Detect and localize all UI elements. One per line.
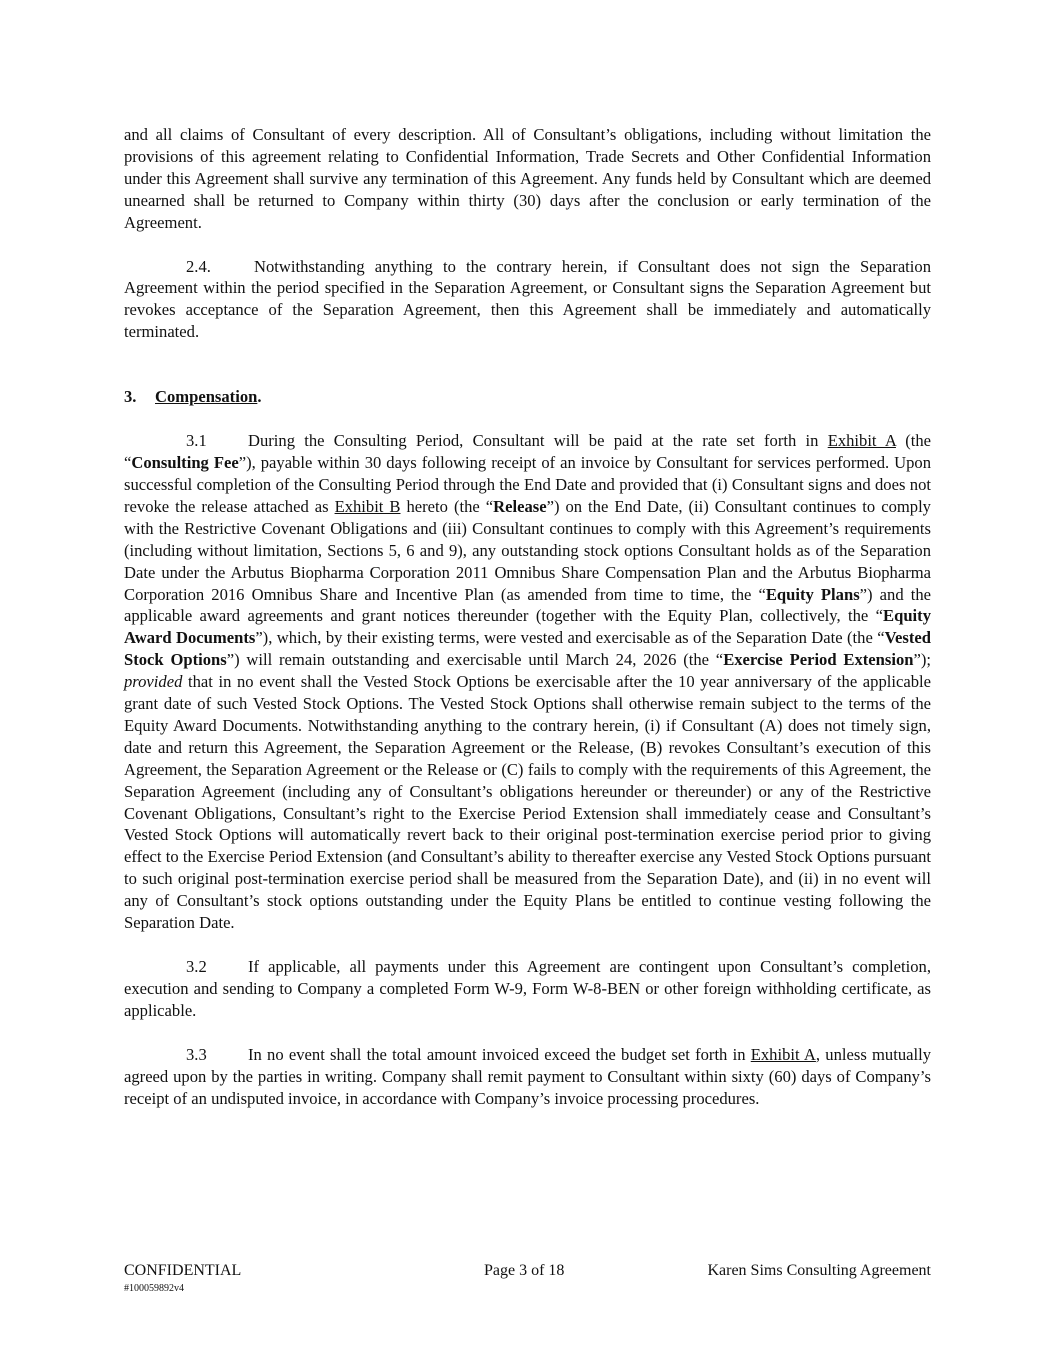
exercise-period-extension-term: Exercise Period Extension: [723, 650, 914, 670]
section-3-1-text-9: ”);: [913, 650, 931, 670]
section-3-1-text-3: ”), payable within 30 days following receipt of an invoice by Consultant for services performed. Upon successful completion of the Consulting Period through the End Date and provided that (i) Consultant signs and does not revoke the release attached as: [124, 453, 931, 516]
section-3-title: Compensation: [155, 387, 258, 407]
section-3-1-number: 3.1: [186, 431, 207, 451]
continuation-paragraph: and all claims of Consultant of every description. All of Consultant’s obligations, including without limitation the provisions of this agreement relating to Confidential Information, Trade Secrets and Other Confidential Information under this Agreement shall survive any termination of this Agreement. Any funds held by Consultant which are deemed unearned shall be returned to Company within thirty (30) days after the conclusion or early termination of the Agreement.: [124, 125, 931, 232]
section-2-4-text: Notwithstanding anything to the contrary herein, if Consultant does not sign the Separation Agreement within the period specified in the Separation Agreement, or Consultant signs the Separation Agreement but revokes acceptance of the Separation Agreement, then this Agreement shall be immediately and automatically terminated.: [124, 256, 931, 342]
provided-term: provided: [124, 672, 183, 692]
paragraph-gap: [124, 234, 931, 256]
consulting-fee-term: Consulting Fee: [131, 453, 239, 473]
equity-award-documents-term: Equity Award Documents: [124, 606, 931, 648]
section-3-3-text-1: In no event shall the total amount invoiced exceed the budget set forth in: [248, 1044, 751, 1064]
footer-confidential: CONFIDENTIAL: [124, 1262, 242, 1279]
footer-document-id: #100059892v4: [124, 1283, 184, 1294]
section-3-1-text-1: During the Consulting Period, Consultant will be paid at the rate set forth in: [248, 431, 828, 451]
section-3-2-number: 3.2: [186, 957, 207, 976]
section-3-1-text-7: ”), which, by their existing terms, were vested and exercisable as of the Separation Date (the “: [255, 628, 885, 648]
section-3-2-paragraph: [124, 956, 931, 1022]
section-3-1-text-4: hereto (the “: [400, 496, 494, 516]
exhibit-a-reference-2: Exhibit A: [750, 1044, 816, 1064]
footer-agreement-title: Karen Sims Consulting Agreement: [707, 1262, 931, 1279]
equity-plans-term: Equity Plans: [765, 584, 860, 604]
section-3-title-period: .: [257, 387, 262, 407]
document-page: [124, 124, 931, 1109]
paragraph-gap: [124, 1022, 931, 1044]
section-3-number: 3.: [124, 387, 137, 407]
vested-stock-options-term: Vested Stock Options: [124, 628, 931, 670]
release-term: Release: [493, 496, 547, 516]
section-3-3-number: 3.3: [186, 1044, 207, 1064]
section-2-4-number: 2.4.: [186, 256, 211, 276]
section-3-heading: [124, 386, 931, 408]
section-3-1-text-10: that in no event shall the Vested Stock Options be exercisable after the 10 year anniversary of the applicable grant date of such Vested Stock Options. The Vested Stock Options shall otherwise remain subject to the terms of the Equity Award Documents. Notwithstanding anything to the contrary herein, (i) if Consultant (A) does not timely sign, date and return this Agreement, the Separation Agreement or the Release, (B) revokes Consultant’s execution of this Agreement, the Separation Agreement or the Release or (C) fails to comply with the requirements of this Agreement, the Separation Agreement (including any of Consultant’s obligations hereunder or thereunder) or any of the Restrictive Covenant Obligations, Consultant’s right to the Exercise Period Extension shall immediately cease and Consultant’s Vested Stock Options will automatically revert back to their original post-termination exercise period prior to giving effect to the Exercise Period Extension (and Consultant’s ability to thereafter exercise any Vested Stock Options pursuant to such original post-termination exercise period shall be measured from the Separation Date), and (ii) in no event will any of Consultant’s stock options outstanding under the Equity Plans be entitled to continue vesting following the Separation Date.: [124, 672, 931, 933]
paragraph-gap: [124, 934, 931, 956]
section-3-3-text-2: , unless mutually agreed upon by the parties in writing. Company shall remit payment to Consultant within sixty (60) days of Company’s receipt of an undisputed invoice, in accordance with Company’s invoice processing procedures.: [124, 1044, 932, 1108]
exhibit-a-reference: Exhibit A: [827, 431, 896, 451]
section-3-1-text-6: ”) and the applicable award agreements and grant notices thereunder (together with the Equity Plan, collectively, the “: [124, 584, 931, 626]
section-3-1-text-8: ”) will remain outstanding and exercisable until March 24, 2026 (the “: [226, 650, 724, 670]
section-2-4-paragraph: [124, 256, 931, 344]
section-3-1-paragraph: [124, 430, 931, 934]
section-3-2-text: If applicable, all payments under this Agreement are contingent upon Consultant’s completion, execution and sending to Company a completed Form W-9, Form W-8-BEN or other foreign withholding certificate, as applicable.: [124, 957, 931, 1020]
section-3-1-text-2: (the “: [124, 431, 931, 473]
paragraph-gap: [124, 408, 931, 430]
section-3-3-paragraph: [124, 1044, 931, 1110]
section-3-1-text-5: ”) on the End Date, (ii) Consultant continues to comply with the Restrictive Covenant Obligations and (iii) Consultant continues to comply with this Agreement’s requirements (including without limitation, Sections 5, 6 and 9), any outstanding stock options Consultant holds as of the Separation Date under the Arbutus Biopharma Corporation 2011 Omnibus Share Compensation Plan and the Arbutus Biopharma Corporation 2016 Omnibus Share and Incentive Plan (as amended from time to time, the “: [124, 496, 931, 604]
exhibit-b-reference: Exhibit B: [334, 496, 401, 516]
footer-page-number: Page 3 of 18: [484, 1262, 565, 1279]
paragraph-gap: [124, 343, 931, 386]
